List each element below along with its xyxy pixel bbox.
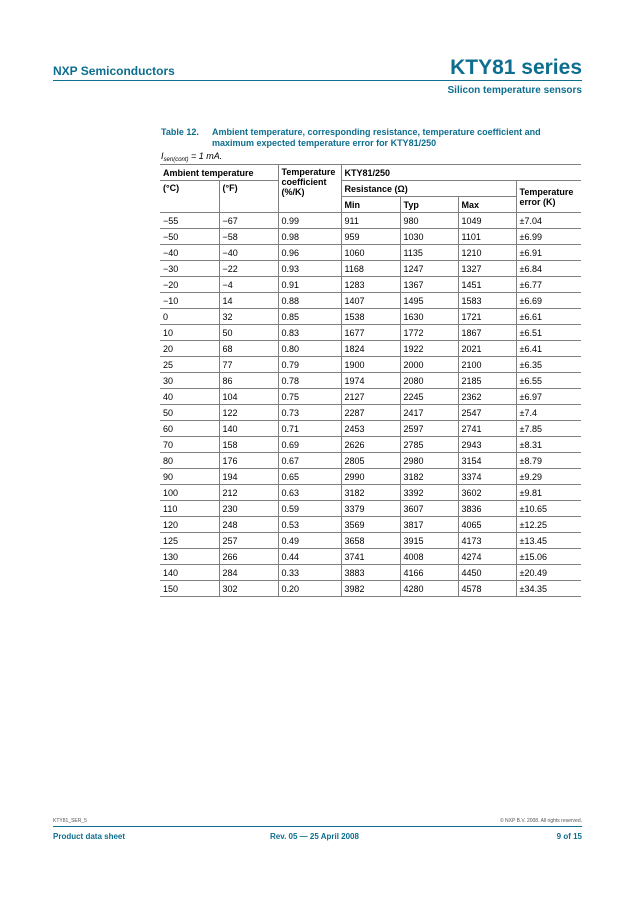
- table-row: [160, 213, 581, 229]
- table-row: [160, 517, 581, 533]
- cell-resistance-max: 3602: [458, 485, 516, 501]
- cell-resistance-min: 3182: [341, 485, 400, 501]
- cell-fahrenheit: 122: [219, 405, 278, 421]
- cell-fahrenheit: 248: [219, 517, 278, 533]
- header-min: Min: [341, 197, 400, 213]
- cell-fahrenheit: 212: [219, 485, 278, 501]
- company-name: NXP Semiconductors: [53, 64, 175, 78]
- table-row: [160, 341, 581, 357]
- document-subtitle: Silicon temperature sensors: [447, 85, 582, 96]
- cell-resistance-typ: 1772: [400, 325, 458, 341]
- table-row: [160, 373, 581, 389]
- document-id: KTY81_SER_5: [53, 818, 87, 824]
- table-row: [160, 389, 581, 405]
- table-row: [160, 469, 581, 485]
- cell-fahrenheit: −22: [219, 261, 278, 277]
- cell-resistance-min: 3883: [341, 565, 400, 581]
- cell-resistance-typ: 2597: [400, 421, 458, 437]
- cell-fahrenheit: 230: [219, 501, 278, 517]
- cell-celsius: −50: [160, 229, 219, 245]
- cell-celsius: −20: [160, 277, 219, 293]
- cell-resistance-min: 1900: [341, 357, 400, 373]
- table-row: [160, 325, 581, 341]
- cell-coefficient: 0.44: [278, 549, 341, 565]
- cell-resistance-min: 1974: [341, 373, 400, 389]
- cell-resistance-min: 3569: [341, 517, 400, 533]
- cell-fahrenheit: 284: [219, 565, 278, 581]
- cell-resistance-max: 2021: [458, 341, 516, 357]
- header-fahrenheit: (°F): [219, 181, 278, 213]
- cell-celsius: 90: [160, 469, 219, 485]
- cell-coefficient: 0.67: [278, 453, 341, 469]
- table-row: [160, 501, 581, 517]
- cell-resistance-min: 959: [341, 229, 400, 245]
- cell-resistance-max: 1210: [458, 245, 516, 261]
- cell-temperature-error: ±6.91: [516, 245, 581, 261]
- cell-fahrenheit: 176: [219, 453, 278, 469]
- cell-celsius: 20: [160, 341, 219, 357]
- cell-resistance-typ: 3915: [400, 533, 458, 549]
- table-row: [160, 245, 581, 261]
- cell-resistance-max: 1451: [458, 277, 516, 293]
- cell-resistance-max: 1867: [458, 325, 516, 341]
- cell-fahrenheit: 14: [219, 293, 278, 309]
- table-row: [160, 261, 581, 277]
- cell-temperature-error: ±8.79: [516, 453, 581, 469]
- condition-value: = 1 mA.: [188, 151, 223, 161]
- cell-resistance-min: 2453: [341, 421, 400, 437]
- condition-symbol: I: [161, 151, 164, 161]
- table-row: [160, 229, 581, 245]
- cell-celsius: 130: [160, 549, 219, 565]
- cell-resistance-max: 3374: [458, 469, 516, 485]
- cell-resistance-min: 2287: [341, 405, 400, 421]
- cell-resistance-typ: 4008: [400, 549, 458, 565]
- cell-temperature-error: ±10.65: [516, 501, 581, 517]
- cell-fahrenheit: 302: [219, 581, 278, 597]
- cell-resistance-min: 1538: [341, 309, 400, 325]
- cell-celsius: 110: [160, 501, 219, 517]
- cell-resistance-max: 4173: [458, 533, 516, 549]
- cell-temperature-error: ±6.51: [516, 325, 581, 341]
- cell-resistance-min: 3741: [341, 549, 400, 565]
- cell-coefficient: 0.49: [278, 533, 341, 549]
- cell-fahrenheit: 68: [219, 341, 278, 357]
- table-caption: [161, 127, 581, 149]
- header-divider: [53, 80, 582, 81]
- cell-celsius: 0: [160, 309, 219, 325]
- cell-resistance-typ: 2980: [400, 453, 458, 469]
- table-row: [160, 421, 581, 437]
- cell-resistance-max: 1049: [458, 213, 516, 229]
- header-temperature-coefficient: Temperature coefficient (%/K): [278, 165, 341, 213]
- cell-resistance-min: 3658: [341, 533, 400, 549]
- header-device: KTY81/250: [341, 165, 581, 181]
- header-typ: Typ: [400, 197, 458, 213]
- cell-resistance-max: 4578: [458, 581, 516, 597]
- table-body: [160, 213, 581, 597]
- cell-fahrenheit: −4: [219, 277, 278, 293]
- cell-resistance-typ: 3182: [400, 469, 458, 485]
- cell-celsius: 140: [160, 565, 219, 581]
- cell-temperature-error: ±6.97: [516, 389, 581, 405]
- cell-resistance-min: 2805: [341, 453, 400, 469]
- cell-coefficient: 0.96: [278, 245, 341, 261]
- cell-temperature-error: ±12.25: [516, 517, 581, 533]
- table-row: [160, 405, 581, 421]
- cell-resistance-min: 2990: [341, 469, 400, 485]
- cell-celsius: 40: [160, 389, 219, 405]
- table-number: Table 12.: [161, 127, 199, 137]
- cell-celsius: 150: [160, 581, 219, 597]
- cell-temperature-error: ±7.85: [516, 421, 581, 437]
- cell-coefficient: 0.78: [278, 373, 341, 389]
- cell-resistance-max: 1583: [458, 293, 516, 309]
- cell-celsius: −10: [160, 293, 219, 309]
- cell-resistance-min: 2127: [341, 389, 400, 405]
- cell-resistance-max: 4274: [458, 549, 516, 565]
- header-temperature-error: Temperature error (K): [516, 181, 581, 213]
- cell-coefficient: 0.83: [278, 325, 341, 341]
- cell-temperature-error: ±6.84: [516, 261, 581, 277]
- cell-celsius: −30: [160, 261, 219, 277]
- table-row: [160, 581, 581, 597]
- table-caption-text: Ambient temperature, corresponding resistance, temperature coefficient and maximum expected temperature error for KTY81/250: [212, 127, 541, 148]
- cell-celsius: 30: [160, 373, 219, 389]
- cell-temperature-error: ±6.55: [516, 373, 581, 389]
- document-type: Product data sheet: [53, 832, 126, 841]
- cell-resistance-typ: 2000: [400, 357, 458, 373]
- condition-subscript: sen(cont): [163, 157, 189, 163]
- cell-resistance-max: 2547: [458, 405, 516, 421]
- table-row: [160, 485, 581, 501]
- cell-resistance-typ: 1922: [400, 341, 458, 357]
- cell-celsius: 100: [160, 485, 219, 501]
- cell-resistance-min: 1060: [341, 245, 400, 261]
- cell-temperature-error: ±20.49: [516, 565, 581, 581]
- cell-coefficient: 0.75: [278, 389, 341, 405]
- cell-fahrenheit: 257: [219, 533, 278, 549]
- cell-resistance-typ: 3392: [400, 485, 458, 501]
- temperature-resistance-table: [160, 164, 581, 597]
- cell-coefficient: 0.79: [278, 357, 341, 373]
- cell-resistance-max: 1721: [458, 309, 516, 325]
- cell-resistance-min: 2626: [341, 437, 400, 453]
- header-resistance: Resistance (Ω): [341, 181, 516, 197]
- cell-celsius: 60: [160, 421, 219, 437]
- cell-fahrenheit: −58: [219, 229, 278, 245]
- cell-coefficient: 0.71: [278, 421, 341, 437]
- cell-resistance-typ: 1495: [400, 293, 458, 309]
- table-row: [160, 277, 581, 293]
- cell-temperature-error: ±15.06: [516, 549, 581, 565]
- cell-resistance-typ: 2080: [400, 373, 458, 389]
- cell-coefficient: 0.88: [278, 293, 341, 309]
- cell-fahrenheit: −40: [219, 245, 278, 261]
- cell-temperature-error: ±6.77: [516, 277, 581, 293]
- cell-resistance-typ: 1247: [400, 261, 458, 277]
- cell-resistance-typ: 4166: [400, 565, 458, 581]
- revision-info: Rev. 05 — 25 April 2008: [270, 832, 359, 841]
- cell-fahrenheit: 50: [219, 325, 278, 341]
- cell-resistance-min: 1407: [341, 293, 400, 309]
- cell-resistance-min: 1677: [341, 325, 400, 341]
- cell-resistance-typ: 2417: [400, 405, 458, 421]
- cell-coefficient: 0.99: [278, 213, 341, 229]
- cell-coefficient: 0.20: [278, 581, 341, 597]
- cell-resistance-max: 2943: [458, 437, 516, 453]
- cell-fahrenheit: −67: [219, 213, 278, 229]
- cell-resistance-typ: 980: [400, 213, 458, 229]
- cell-coefficient: 0.85: [278, 309, 341, 325]
- cell-resistance-min: 1283: [341, 277, 400, 293]
- cell-resistance-max: 1327: [458, 261, 516, 277]
- cell-temperature-error: ±6.69: [516, 293, 581, 309]
- cell-resistance-typ: 1367: [400, 277, 458, 293]
- cell-resistance-min: 3982: [341, 581, 400, 597]
- cell-fahrenheit: 32: [219, 309, 278, 325]
- table-row: [160, 437, 581, 453]
- cell-temperature-error: ±9.29: [516, 469, 581, 485]
- header-celsius: (°C): [160, 181, 219, 213]
- cell-resistance-max: 3154: [458, 453, 516, 469]
- table-row: [160, 533, 581, 549]
- cell-coefficient: 0.69: [278, 437, 341, 453]
- table-row: [160, 309, 581, 325]
- cell-fahrenheit: 194: [219, 469, 278, 485]
- cell-resistance-max: 1101: [458, 229, 516, 245]
- cell-resistance-typ: 2785: [400, 437, 458, 453]
- cell-temperature-error: ±6.41: [516, 341, 581, 357]
- cell-fahrenheit: 86: [219, 373, 278, 389]
- cell-celsius: 50: [160, 405, 219, 421]
- cell-resistance-min: 3379: [341, 501, 400, 517]
- cell-celsius: 120: [160, 517, 219, 533]
- cell-temperature-error: ±7.4: [516, 405, 581, 421]
- cell-resistance-typ: 1030: [400, 229, 458, 245]
- cell-resistance-max: 4065: [458, 517, 516, 533]
- table-row: [160, 565, 581, 581]
- copyright-notice: © NXP B.V. 2008. All rights reserved.: [499, 818, 582, 824]
- document-title: KTY81 series: [450, 56, 582, 79]
- cell-resistance-typ: 4280: [400, 581, 458, 597]
- cell-resistance-max: 2100: [458, 357, 516, 373]
- cell-coefficient: 0.93: [278, 261, 341, 277]
- header-ambient-temperature: Ambient temperature: [160, 165, 278, 181]
- cell-coefficient: 0.53: [278, 517, 341, 533]
- page-number: 9 of 15: [556, 832, 582, 841]
- table-row: [160, 293, 581, 309]
- cell-temperature-error: ±6.99: [516, 229, 581, 245]
- cell-fahrenheit: 266: [219, 549, 278, 565]
- cell-temperature-error: ±9.81: [516, 485, 581, 501]
- cell-fahrenheit: 77: [219, 357, 278, 373]
- cell-celsius: −55: [160, 213, 219, 229]
- cell-resistance-min: 1824: [341, 341, 400, 357]
- cell-resistance-max: 2362: [458, 389, 516, 405]
- cell-coefficient: 0.80: [278, 341, 341, 357]
- cell-coefficient: 0.33: [278, 565, 341, 581]
- cell-celsius: 80: [160, 453, 219, 469]
- cell-coefficient: 0.59: [278, 501, 341, 517]
- cell-resistance-max: 2741: [458, 421, 516, 437]
- cell-resistance-max: 3836: [458, 501, 516, 517]
- cell-resistance-typ: 3607: [400, 501, 458, 517]
- cell-temperature-error: ±6.61: [516, 309, 581, 325]
- footer-divider: [53, 826, 582, 827]
- cell-temperature-error: ±13.45: [516, 533, 581, 549]
- cell-celsius: 10: [160, 325, 219, 341]
- cell-resistance-typ: 3817: [400, 517, 458, 533]
- cell-temperature-error: ±8.31: [516, 437, 581, 453]
- cell-celsius: 70: [160, 437, 219, 453]
- cell-temperature-error: ±6.35: [516, 357, 581, 373]
- table-row: [160, 549, 581, 565]
- cell-fahrenheit: 158: [219, 437, 278, 453]
- cell-celsius: 25: [160, 357, 219, 373]
- cell-temperature-error: ±34.35: [516, 581, 581, 597]
- table-condition: [161, 151, 222, 163]
- table-row: [160, 453, 581, 469]
- cell-resistance-typ: 1630: [400, 309, 458, 325]
- cell-resistance-typ: 2245: [400, 389, 458, 405]
- cell-resistance-max: 2185: [458, 373, 516, 389]
- cell-coefficient: 0.65: [278, 469, 341, 485]
- cell-coefficient: 0.73: [278, 405, 341, 421]
- cell-coefficient: 0.91: [278, 277, 341, 293]
- cell-fahrenheit: 104: [219, 389, 278, 405]
- cell-fahrenheit: 140: [219, 421, 278, 437]
- table-row: [160, 357, 581, 373]
- cell-temperature-error: ±7.04: [516, 213, 581, 229]
- cell-coefficient: 0.98: [278, 229, 341, 245]
- cell-celsius: 125: [160, 533, 219, 549]
- cell-celsius: −40: [160, 245, 219, 261]
- cell-resistance-max: 4450: [458, 565, 516, 581]
- cell-coefficient: 0.63: [278, 485, 341, 501]
- cell-resistance-min: 1168: [341, 261, 400, 277]
- cell-resistance-typ: 1135: [400, 245, 458, 261]
- cell-resistance-min: 911: [341, 213, 400, 229]
- header-max: Max: [458, 197, 516, 213]
